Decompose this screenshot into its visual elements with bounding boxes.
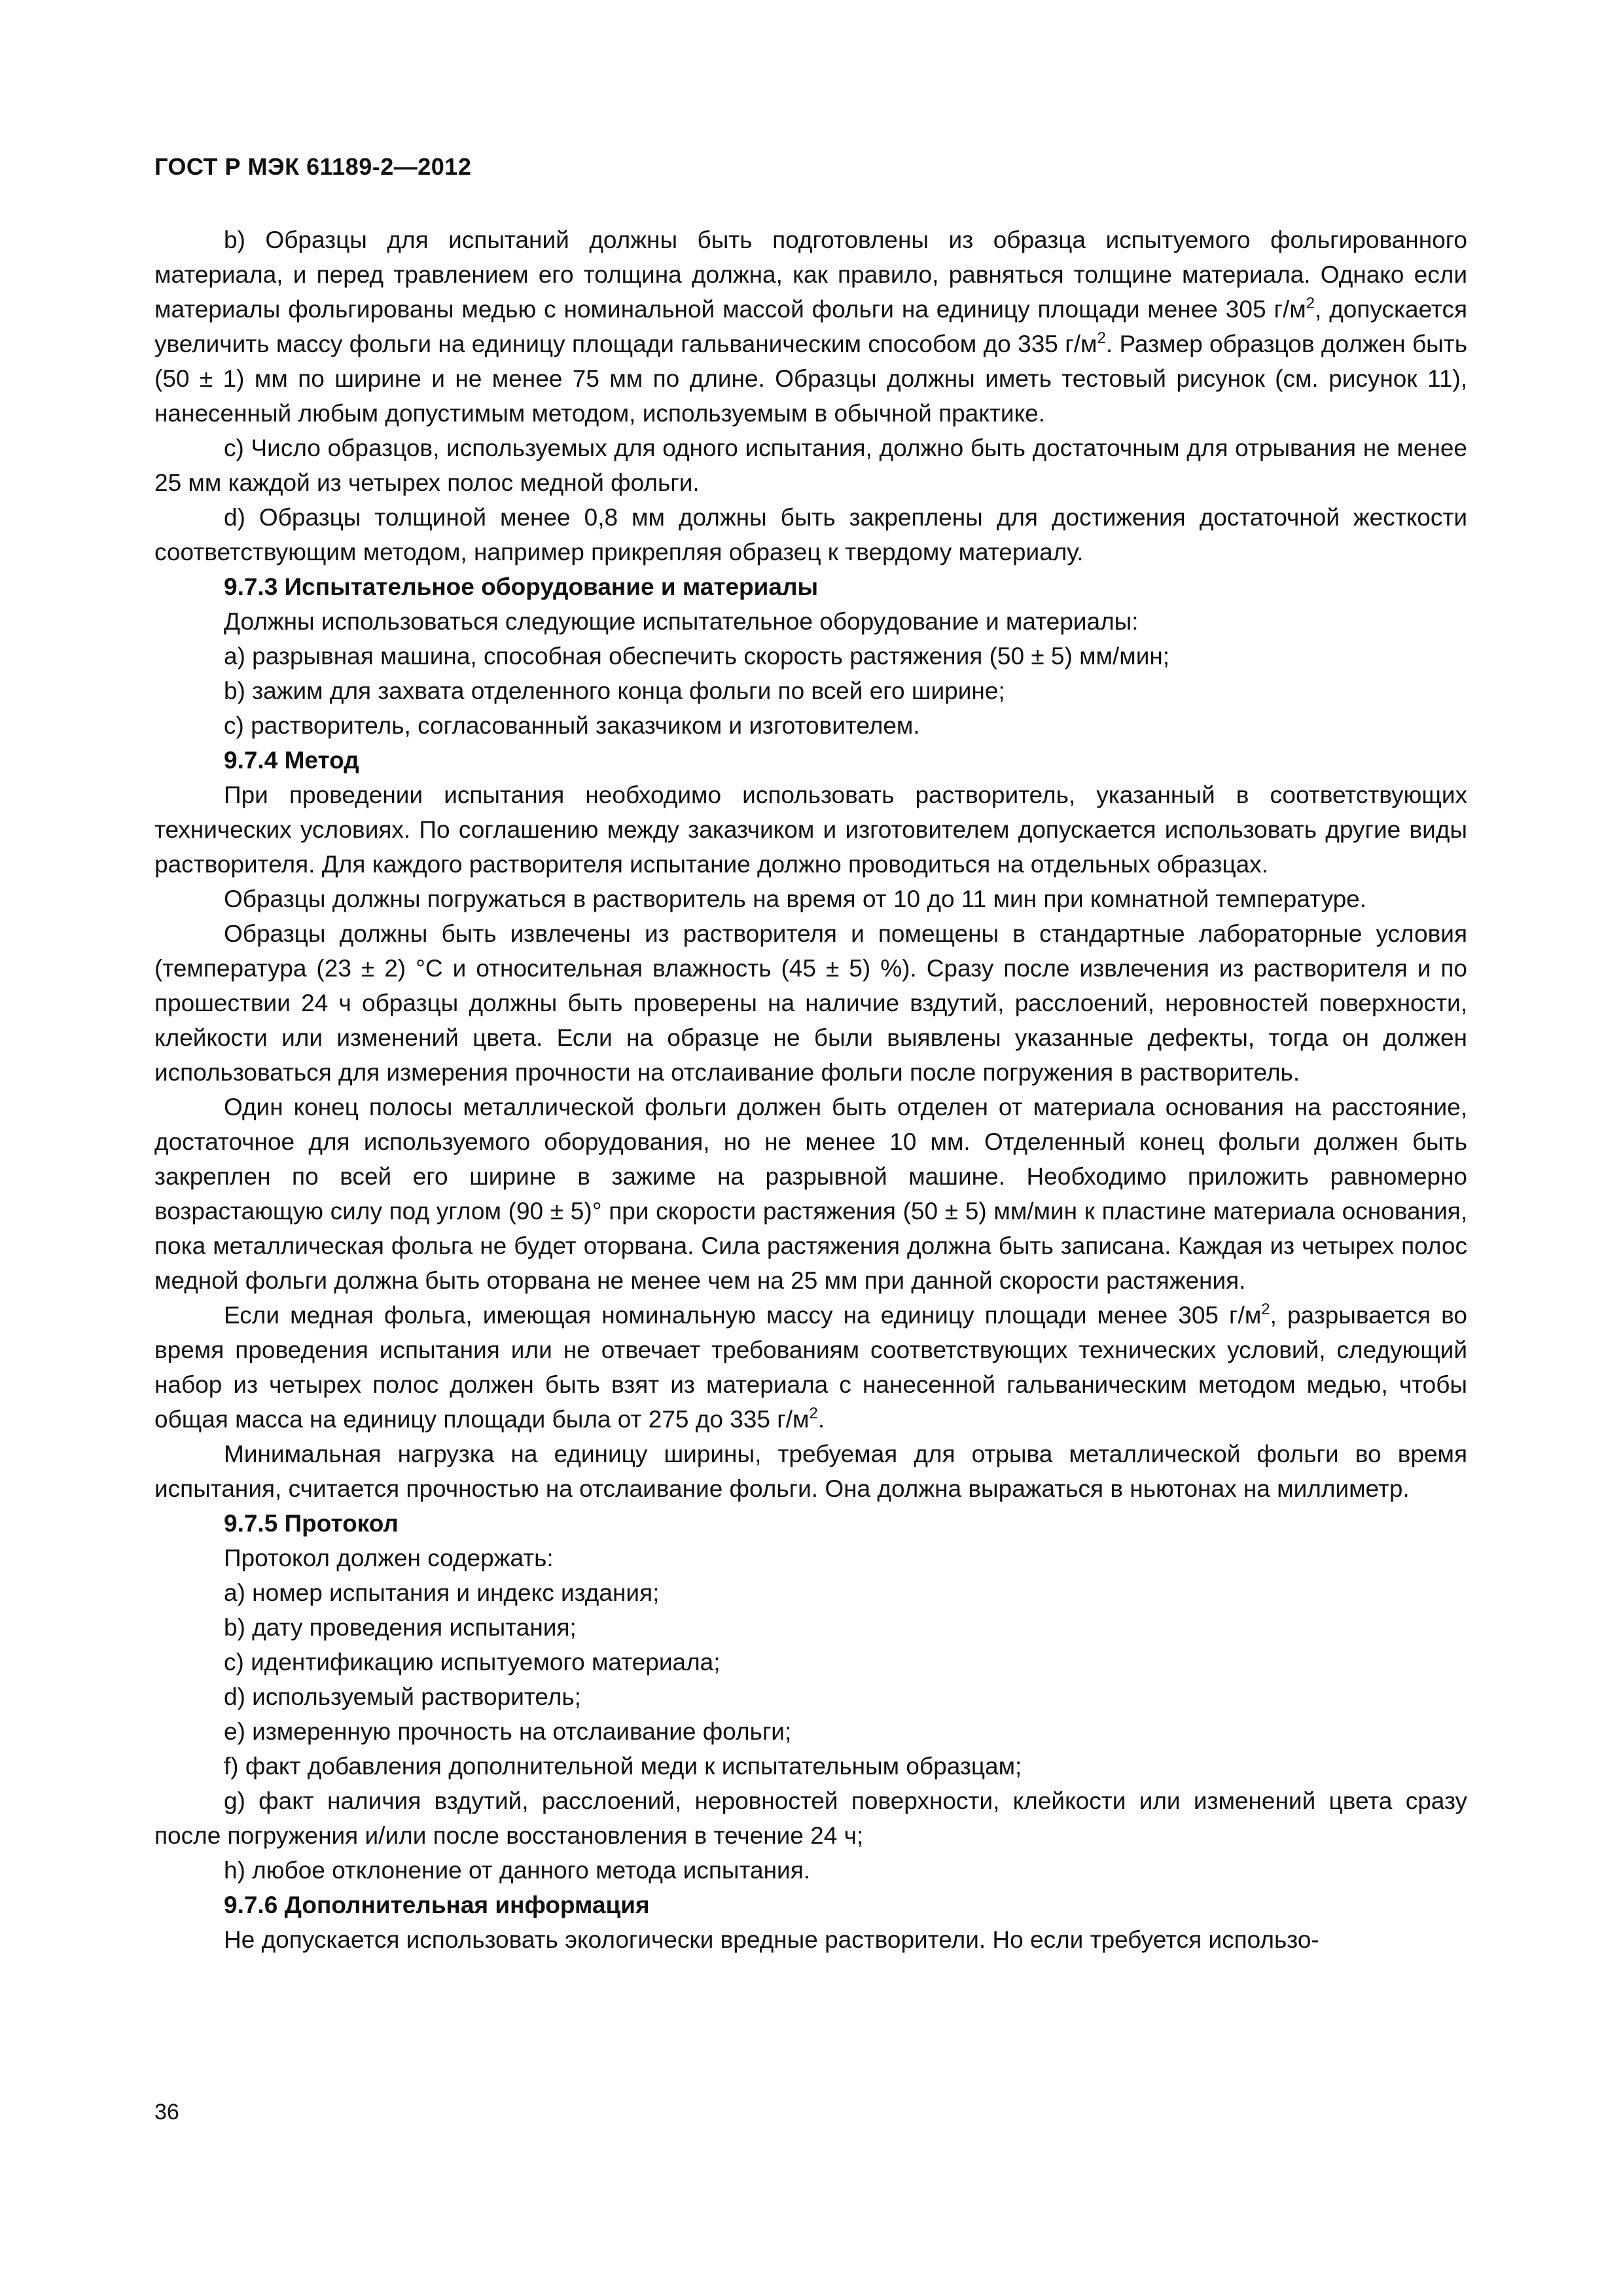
method-paragraph: Образцы должны быть извлечены из растворителя и помещены в стандартные лабораторные условия (температура (23 ± 2) °С и относительная влажность (45 ± 5) %). Сразу после извлечения из растворителя и по прошествии 24 ч образцы должны быть проверены на наличие вздутий, расслоений, неровностей поверхности, клейкости или изменений цвета. Если на образце не были выявлены указанные дефекты, тогда он должен использоваться для измерения прочности на отслаивание фольги после погружения в растворитель. [154,920,1467,1086]
page-number: 36 [154,2100,179,2125]
list-item: a) номер испытания и индекс издания; [224,1579,660,1606]
paragraph-c-specimen-count: c) Число образцов, используемых для одного испытания, должно быть достаточным для отрывания не менее 25 мм каждой из четырех полос медной фольги. [154,435,1467,496]
document-header: ГОСТ Р МЭК 61189-2—2012 [154,153,472,180]
method-paragraph: Минимальная нагрузка на единицу ширины, требуемая для отрыва металлической фольги во время испытания, считается прочностью на отслаивание фольги. Она должна выражаться в ньютонах на миллиметр. [154,1441,1467,1502]
section-heading-9-7-5: 9.7.5 Протокол [224,1510,399,1537]
list-item: c) идентификацию испытуемого материала; [224,1649,721,1676]
method-paragraph: При проведении испытания необходимо использовать растворитель, указанный в соответствующих технических условиях. По соглашению между заказчиком и изготовителем допускается использовать другие виды растворителя. Для каждого растворителя испытание должно проводиться на отдельных образцах. [154,781,1467,878]
method-paragraph: Образцы должны погружаться в растворитель на время от 10 до 11 мин при комнатной температуре. [224,886,1367,912]
list-item: e) измеренную прочность на отслаивание фольги; [224,1718,792,1745]
list-item: f) факт добавления дополнительной меди к испытательным образцам; [224,1753,1022,1780]
list-item: a) разрывная машина, способная обеспечить скорость растяжения (50 ± 5) мм/мин; [224,643,1170,670]
section-heading-9-7-6: 9.7.6 Дополнительная информация [224,1892,650,1918]
list-item: b) зажим для захвата отделенного конца фольги по всей его ширине; [224,677,1005,704]
paragraph-b-specimens: b) Образцы для испытаний должны быть подготовлены из образца испытуемого фольгированного материала, и перед травлением его толщина должна, как правило, равняться толщине материала. Однако если материалы фольгированы медью с номинальной массой фольги на единицу площади менее 305 $г/м^2$, допускается увеличить массу фольги на единицу площади гальваническим способом до 335 $г/м^2$. Размер образцов должен быть (50 ± 1) мм по ширине и не менее 75 мм по длине. Образцы должны иметь тестовый рисунок (см. рисунок 11), нанесенный любым допустимым методом, используемым в обычной практике. [154,226,1467,427]
list-item: g) факт наличия вздутий, расслоений, неровностей поверхности, клейкости или изменений цвета сразу после погружения и/или после восстановления в течение 24 ч; [154,1787,1467,1849]
section-heading-9-7-3: 9.7.3 Испытательное оборудование и материалы [224,573,819,600]
list-item: c) растворитель, согласованный заказчиком и изготовителем. [224,712,920,739]
method-paragraph: Если медная фольга, имеющая номинальную массу на единицу площади менее 305 $г/м^2$, разрывается во время проведения испытания или не отвечает требованиям соответствующих технических условий, следующий набор из четырех полос должен быть взят из материала с нанесенной гальваническим методом медью, чтобы общая масса на единицу площади была от 275 до 335 $г/м^2$. [154,1300,1467,1433]
paragraph-d-thin-specimens: d) Образцы толщиной менее 0,8 мм должны быть закреплены для достижения достаточной жесткости соответствующим методом, например прикрепляя образец к твердому материалу. [154,504,1467,565]
list-item: h) любое отклонение от данного метода испытания. [224,1857,811,1884]
list-item: d) используемый растворитель; [224,1683,581,1710]
equipment-intro: Должны использоваться следующие испытательное оборудование и материалы: [224,608,1139,635]
list-item: b) дату проведения испытания; [224,1614,577,1641]
document-body [154,223,1467,1957]
method-paragraph: Один конец полосы металлической фольги должен быть отделен от материала основания на расстояние, достаточное для используемого оборудования, но не менее 10 мм. Отделенный конец фольги должен быть закреплен по всей его ширине в зажиме на разрывной машине. Необходимо приложить равномерно возрастающую силу под углом (90 ± 5)° при скорости растяжения (50 ± 5) мм/мин к пластине материала основания, пока металлическая фольга не будет оторвана. Сила растяжения должна быть записана. Каждая из четырех полос медной фольги должна быть оторвана не менее чем на 25 мм при данной скорости растяжения. [154,1094,1467,1294]
additional-info-paragraph: Не допускается использовать экологически вредные растворители. Но если требуется использо- [224,1926,1319,1953]
section-heading-9-7-4: 9.7.4 Метод [224,747,359,774]
report-intro: Протокол должен содержать: [224,1545,554,1571]
